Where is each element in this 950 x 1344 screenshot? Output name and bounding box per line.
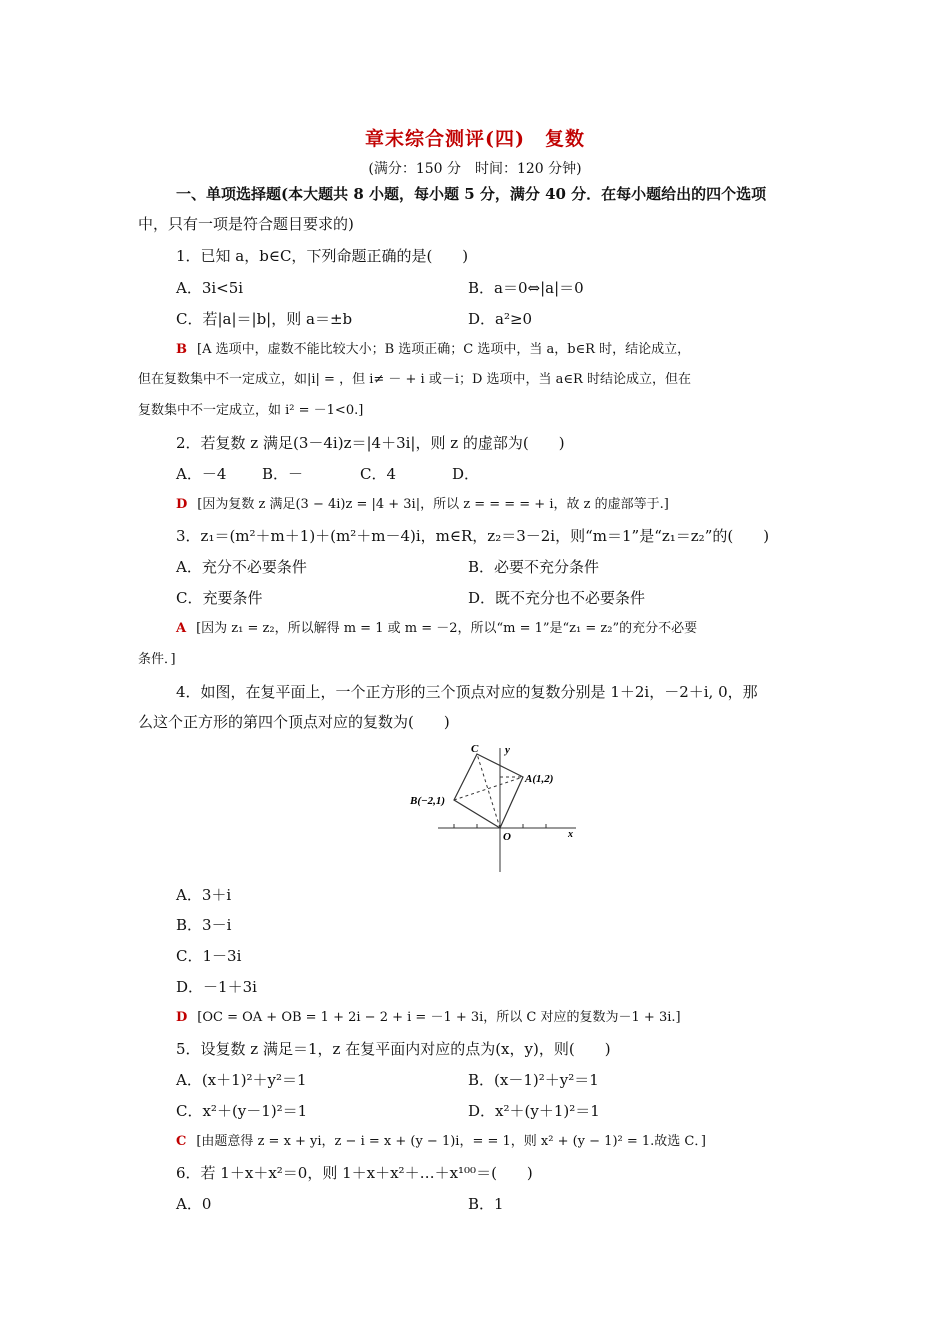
q1-option-b: B．a＝0⇔|a|＝0 [468,279,584,297]
q6-option-b: B．1 [468,1195,504,1213]
label-b: B(−2,1) [410,795,446,807]
diagonal-oc [477,754,500,828]
q3-answer-text1: [因为 z₁ = z₂，所以解得 m = 1 或 m = －2，所以“m = 1”是“z₁ = z₂”的充分不必要 [196,621,698,636]
q1-answer-letter: B [176,342,187,357]
complex-plane-figure [408,740,588,875]
label-x: x [568,829,573,840]
q1-option-c: C．若|a|＝|b|，则 a＝±b [176,310,353,328]
q5-answer-letter: C [176,1134,187,1149]
q3-option-c: C．充要条件 [176,589,263,607]
q3-option-b: B．必要不充分条件 [468,558,600,576]
q4-option-a: A．3＋i [176,886,232,904]
q4-answer-letter: D [176,1010,188,1025]
label-o: O [503,831,511,843]
q1-answer-text1: [A 选项中，虚数不能比较大小；B 选项正确；C 选项中，当 a，b∈R 时，结论成立， [197,342,691,357]
section-heading-line1: 一、单项选择题(本大题共 8 小题，每小题 5 分，满分 40 分．在每小题给出的四个选项 [176,185,767,203]
q4-answer-line1 [176,1008,681,1028]
label-c: C [471,743,479,755]
q4-answer-text1: [OC = OA + OB = 1 + 2i − 2 + i = －1 + 3i，所以 C 对应的复数为－1 + 3i.] [197,1010,681,1025]
q4-option-c: C．1－3i [176,947,242,965]
q2-answer-text1: [因为复数 z 满足(3 − 4i)z = |4 + 3i|，所以 z = = = = + i，故 z 的虚部等于.] [197,497,669,512]
q3-stem: 3．z₁＝(m²＋m＋1)＋(m²＋m－4)i，m∈R，z₂＝3－2i，则“m＝1”是“z₁＝z₂”的( ) [176,527,770,545]
label-a: A(1,2) [525,773,554,785]
q3-answer-line2: 条件．] [138,652,176,667]
q1-option-d: D．a²≥0 [468,310,533,328]
q2-option-a: A．－4 [176,465,227,483]
q3-option-d: D．既不充分也不必要条件 [468,589,646,607]
q2-answer-letter: D [176,497,188,512]
q4-option-d: D．－1＋3i [176,978,257,996]
q4-stem-line1: 4．如图，在复平面上，一个正方形的三个顶点对应的复数分别是 1＋2i，－2＋i, 0，那 [176,683,758,701]
q5-option-d: D．x²＋(y＋1)²＝1 [468,1102,600,1120]
q5-answer-line1 [176,1132,706,1152]
q3-answer-line1 [176,619,697,639]
q1-option-a: A．3i<5i [176,279,244,297]
q5-answer-text1: [由题意得 z = x + yi，z − i = x + (y − 1)i，= = 1，则 x² + (y − 1)² = 1.故选 C．] [196,1134,706,1149]
q2-answer-line1 [176,495,669,515]
q5-option-c: C．x²＋(y－1)²＝1 [176,1102,308,1120]
q2-option-d: D． [452,465,480,483]
q2-stem: 2．若复数 z 满足(3－4i)z＝|4＋3i|，则 z 的虚部为( ) [176,434,565,452]
section-heading-line2: 中，只有一项是符合题目要求的) [138,215,354,233]
q1-answer-line2: 但在复数集中不一定成立，如|i| = ，但 i≠ － + i 或－i；D 选项中，当 a∈R 时结论成立，但在 [138,372,691,387]
q3-option-a: A．充分不必要条件 [176,558,307,576]
q5-stem: 5．设复数 z 满足＝1，z 在复平面内对应的点为(x，y)，则( ) [176,1040,611,1058]
q3-answer-letter: A [176,621,187,636]
q5-option-b: B．(x－1)²＋y²＝1 [468,1071,599,1089]
q5-option-a: A．(x＋1)²＋y²＝1 [176,1071,307,1089]
q2-option-b: B．－ [262,465,304,483]
q6-stem: 6．若 1＋x＋x²＝0，则 1＋x＋x²＋…＋x¹⁰⁰＝( ) [176,1164,533,1182]
q1-stem: 1．已知 a，b∈C，下列命题正确的是( ) [176,247,469,265]
page-subtitle: (满分：150 分 时间：120 分钟) [368,161,582,177]
q1-answer-line3: 复数集中不一定成立，如 i² = －1<0.] [138,403,364,418]
label-y: y [505,744,510,756]
page-title: 章末综合测评(四) 复数 [365,128,585,150]
q4-option-b: B．3－i [176,916,232,934]
q4-stem-line2: 么这个正方形的第四个顶点对应的复数为( ) [138,713,450,731]
q1-answer-line1 [176,340,690,360]
q2-option-c: C．4 [360,465,397,483]
q6-option-a: A．0 [176,1195,212,1213]
